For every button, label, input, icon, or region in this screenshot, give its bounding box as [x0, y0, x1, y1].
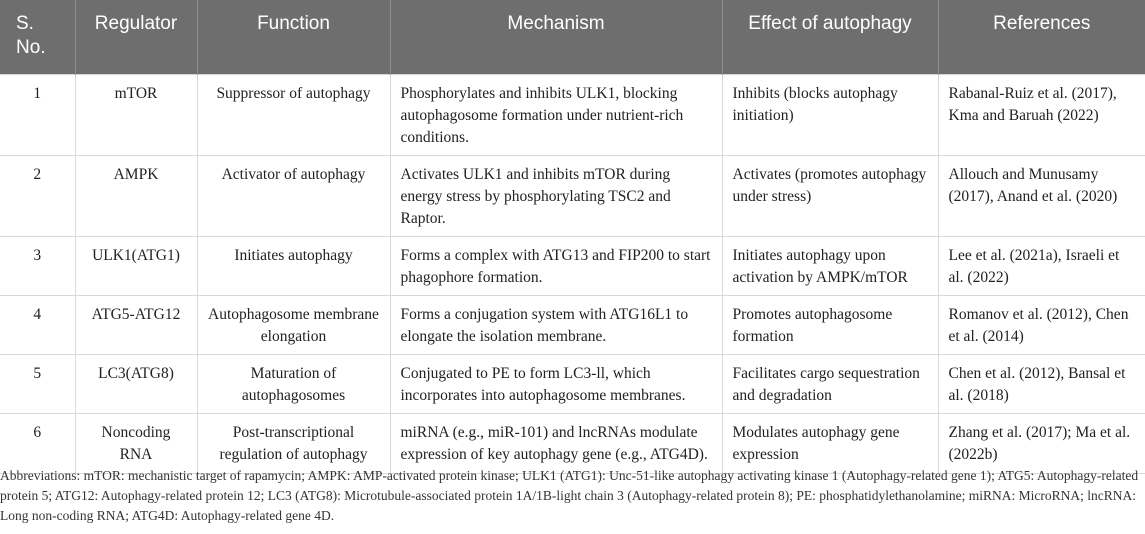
cell-mechanism: Activates ULK1 and inhibits mTOR during energy stress by phosphorylating TSC2 and Raptor.: [390, 155, 722, 236]
cell-effect: Promotes autophagosome formation: [722, 295, 938, 354]
table-row: [0, 74, 1145, 155]
cell-effect: Initiates autophagy upon activation by AMPK/mTOR: [722, 236, 938, 295]
cell-sno: 3: [0, 236, 75, 295]
cell-references: Lee et al. (2021a), Israeli et al. (2022): [938, 236, 1145, 295]
table-row: [0, 236, 1145, 295]
table-row: [0, 295, 1145, 354]
table-row: [0, 155, 1145, 236]
cell-references: Allouch and Munusamy (2017), Anand et al. (2020): [938, 155, 1145, 236]
cell-mechanism: Forms a complex with ATG13 and FIP200 to start phagophore formation.: [390, 236, 722, 295]
cell-mechanism: Conjugated to PE to form LC3-ll, which incorporates into autophagosome membranes.: [390, 354, 722, 413]
cell-regulator: mTOR: [75, 74, 197, 155]
abbreviations-footnote: Abbreviations: mTOR: mechanistic target of rapamycin; AMPK: AMP-activated protein kinase; ULK1 (ATG1): Unc-51-like autophagy activating kinase 1 (Autophagy-related gene 1); ATG5: Autophagy-related protein 5; ATG12: Autophagy-related protein 12; LC3 (ATG8): Microtubule-associated protein 1A/1B-light chain 3 (Autophagy-related protein 8); PE: phosphatidylethanolamine; miRNA: MicroRNA; lncRNA: Long non-coding RNA; ATG4D: Autophagy-related gene 4D.: [0, 468, 1139, 523]
header-regulator: Regulator: [75, 0, 197, 74]
cell-function: Initiates autophagy: [197, 236, 390, 295]
header-references: References: [938, 0, 1145, 74]
cell-sno: 4: [0, 295, 75, 354]
cell-function: Suppressor of autophagy: [197, 74, 390, 155]
cell-references: Romanov et al. (2012), Chen et al. (2014): [938, 295, 1145, 354]
cell-mechanism: Phosphorylates and inhibits ULK1, blocking autophagosome formation under nutrient-rich conditions.: [390, 74, 722, 155]
cell-mechanism: miRNA (e.g., miR-101) and lncRNAs modulate expression of key autophagy gene (e.g., ATG4D).: [390, 413, 722, 473]
cell-sno: 2: [0, 155, 75, 236]
table-row: [0, 354, 1145, 413]
cell-effect: Modulates autophagy gene expression: [722, 413, 938, 473]
cell-effect: Inhibits (blocks autophagy initiation): [722, 74, 938, 155]
cell-sno: 6: [0, 413, 75, 473]
header-mechanism: Mechanism: [390, 0, 722, 74]
cell-effect: Activates (promotes autophagy under stress): [722, 155, 938, 236]
cell-references: Rabanal-Ruiz et al. (2017), Kma and Baruah (2022): [938, 74, 1145, 155]
cell-regulator: AMPK: [75, 155, 197, 236]
header-function: Function: [197, 0, 390, 74]
header-sno: S. No.: [16, 13, 46, 58]
header-effect: Effect of autophagy: [722, 0, 938, 74]
cell-mechanism: Forms a conjugation system with ATG16L1 to elongate the isolation membrane.: [390, 295, 722, 354]
cell-references: Chen et al. (2012), Bansal et al. (2018): [938, 354, 1145, 413]
cell-regulator: ATG5-ATG12: [75, 295, 197, 354]
cell-function: Post-transcriptional regulation of autophagy: [197, 413, 390, 473]
cell-regulator: Noncoding RNA: [75, 413, 197, 473]
cell-sno: 5: [0, 354, 75, 413]
table-row: [0, 413, 1145, 473]
cell-regulator: ULK1(ATG1): [75, 236, 197, 295]
cell-sno: 1: [0, 74, 75, 155]
cell-function: Maturation of autophagosomes: [197, 354, 390, 413]
cell-regulator: LC3(ATG8): [75, 354, 197, 413]
cell-function: Autophagosome membrane elongation: [197, 295, 390, 354]
cell-function: Activator of autophagy: [197, 155, 390, 236]
cell-references: Zhang et al. (2017); Ma et al. (2022b): [938, 413, 1145, 473]
cell-effect: Facilitates cargo sequestration and degradation: [722, 354, 938, 413]
table-header-row: [0, 0, 1145, 74]
